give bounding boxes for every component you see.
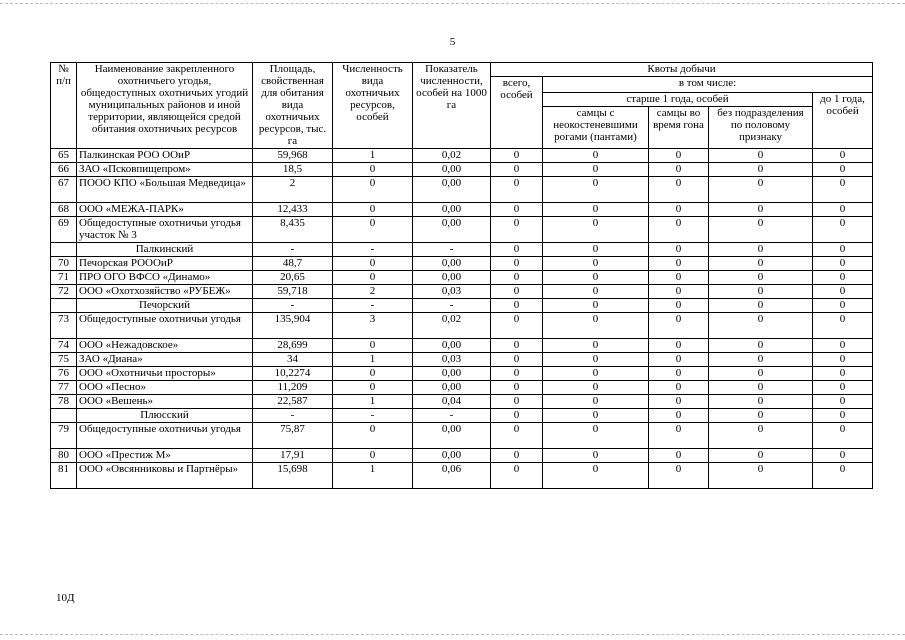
cell-males-rut: 0 [649,217,709,243]
cell-num: 70 [51,257,77,271]
table-row [51,285,873,299]
cell-no-sex: 0 [709,177,813,203]
cell-males-antlers: 0 [543,163,649,177]
cell-num: 78 [51,395,77,409]
cell-no-sex: 0 [709,463,813,489]
cell-under1: 0 [813,367,873,381]
cell-under1: 0 [813,313,873,339]
cell-under1: 0 [813,449,873,463]
cell-count: 1 [333,353,413,367]
cell-under1: 0 [813,339,873,353]
cell-num: 65 [51,149,77,163]
cell-males-antlers: 0 [543,449,649,463]
cell-males-rut: 0 [649,271,709,285]
cell-no-sex: 0 [709,217,813,243]
cell-no-sex: 0 [709,163,813,177]
cell-density: 0,00 [413,177,491,203]
cell-density: 0,03 [413,353,491,367]
cell-no-sex: 0 [709,149,813,163]
header-no-sex: без подразделения по половому признаку [709,107,813,149]
cell-name: Плюсский [77,409,253,423]
cell-density: 0,06 [413,463,491,489]
cell-total: 0 [491,395,543,409]
cell-density: - [413,409,491,423]
cell-name: Печорский [77,299,253,313]
cell-count: 0 [333,449,413,463]
cell-total: 0 [491,381,543,395]
cell-no-sex: 0 [709,203,813,217]
cell-name: ООО «МЕЖА-ПАРК» [77,203,253,217]
cell-males-rut: 0 [649,409,709,423]
cell-num: 79 [51,423,77,449]
header-area: Площадь, свойственная для обитания вида охотничьих ресурсов, тыс. га [253,63,333,149]
cell-area: 2 [253,177,333,203]
cell-no-sex: 0 [709,409,813,423]
cell-males-antlers: 0 [543,313,649,339]
cell-no-sex: 0 [709,313,813,339]
cell-total: 0 [491,271,543,285]
cell-total: 0 [491,243,543,257]
cell-name: Общедоступные охотничьи угодья участок № 3 [77,217,253,243]
cell-count: - [333,409,413,423]
cell-density: 0,00 [413,339,491,353]
cell-area: 12,433 [253,203,333,217]
cell-name: ООО «Овсянниковы и Партнёры» [77,463,253,489]
cell-count: 0 [333,271,413,285]
cell-name: ООО «Нежадовское» [77,339,253,353]
cell-total: 0 [491,339,543,353]
cell-count: 0 [333,177,413,203]
table-row [51,463,873,489]
cell-under1: 0 [813,271,873,285]
cell-num: 73 [51,313,77,339]
header-older: старше 1 года, особей [543,93,813,107]
cell-area: - [253,299,333,313]
cell-no-sex: 0 [709,243,813,257]
cell-area: 18,5 [253,163,333,177]
cell-area: 8,435 [253,217,333,243]
cell-count: - [333,299,413,313]
cell-under1: 0 [813,177,873,203]
cell-total: 0 [491,177,543,203]
table-row [51,395,873,409]
cell-males-rut: 0 [649,285,709,299]
cell-count: 1 [333,149,413,163]
page-number: 5 [449,36,456,48]
cell-density: 0,00 [413,203,491,217]
cell-num [51,299,77,313]
region-subtotal-row [51,409,873,423]
cell-no-sex: 0 [709,285,813,299]
cell-males-antlers: 0 [543,299,649,313]
cell-name: ЗАО «Псковпищепром» [77,163,253,177]
cell-total: 0 [491,423,543,449]
cell-total: 0 [491,217,543,243]
scan-bottom-edge [0,634,905,635]
cell-total: 0 [491,409,543,423]
cell-name: ООО «Охотхозяйство «РУБЕЖ» [77,285,253,299]
cell-density: 0,04 [413,395,491,409]
cell-total: 0 [491,285,543,299]
cell-under1: 0 [813,423,873,449]
cell-area: 48,7 [253,257,333,271]
cell-density: 0,02 [413,313,491,339]
table-row [51,149,873,163]
header-including: в том числе: [543,77,873,93]
header-under1: до 1 года, особей [813,93,873,149]
table-row [51,271,873,285]
cell-males-antlers: 0 [543,203,649,217]
cell-males-antlers: 0 [543,353,649,367]
cell-area: 59,968 [253,149,333,163]
cell-no-sex: 0 [709,423,813,449]
cell-area: 135,904 [253,313,333,339]
cell-total: 0 [491,353,543,367]
cell-name: Палкинская РОО ООиР [77,149,253,163]
cell-under1: 0 [813,299,873,313]
cell-name: Палкинский [77,243,253,257]
cell-count: 1 [333,395,413,409]
cell-count: 0 [333,367,413,381]
table-row [51,449,873,463]
cell-males-rut: 0 [649,381,709,395]
cell-count: 0 [333,423,413,449]
cell-density: - [413,299,491,313]
cell-name: Общедоступные охотничьи угодья [77,313,253,339]
cell-males-antlers: 0 [543,285,649,299]
cell-males-rut: 0 [649,149,709,163]
cell-num: 77 [51,381,77,395]
cell-area: 17,91 [253,449,333,463]
cell-num: 67 [51,177,77,203]
cell-under1: 0 [813,243,873,257]
cell-under1: 0 [813,353,873,367]
cell-density: 0,00 [413,449,491,463]
cell-area: - [253,409,333,423]
table-row [51,257,873,271]
cell-count: 0 [333,203,413,217]
cell-males-rut: 0 [649,367,709,381]
cell-under1: 0 [813,217,873,243]
cell-area: - [253,243,333,257]
header-density: Показатель численности, особей на 1000 га [413,63,491,149]
cell-count: 0 [333,257,413,271]
cell-males-rut: 0 [649,177,709,203]
cell-density: 0,00 [413,163,491,177]
cell-density: 0,00 [413,271,491,285]
cell-count: 0 [333,217,413,243]
footer-code: 10Д [56,592,75,604]
cell-total: 0 [491,299,543,313]
cell-num: 74 [51,339,77,353]
cell-males-antlers: 0 [543,423,649,449]
cell-count: - [333,243,413,257]
cell-males-antlers: 0 [543,395,649,409]
cell-males-rut: 0 [649,339,709,353]
cell-under1: 0 [813,381,873,395]
cell-count: 0 [333,163,413,177]
cell-males-rut: 0 [649,313,709,339]
cell-area: 22,587 [253,395,333,409]
cell-num: 76 [51,367,77,381]
quota-table [50,62,873,489]
cell-num: 68 [51,203,77,217]
cell-area: 11,209 [253,381,333,395]
cell-under1: 0 [813,395,873,409]
cell-total: 0 [491,313,543,339]
cell-males-rut: 0 [649,243,709,257]
scan-top-edge [0,3,905,4]
region-subtotal-row [51,243,873,257]
cell-males-antlers: 0 [543,217,649,243]
cell-under1: 0 [813,149,873,163]
header-num: № п/п [51,63,77,149]
cell-total: 0 [491,149,543,163]
table-row [51,423,873,449]
cell-males-antlers: 0 [543,463,649,489]
cell-total: 0 [491,449,543,463]
cell-males-antlers: 0 [543,339,649,353]
cell-num: 80 [51,449,77,463]
cell-under1: 0 [813,285,873,299]
cell-area: 34 [253,353,333,367]
header-males-rut: самцы во время гона [649,107,709,149]
header-count: Численность вида охотничьих ресурсов, особей [333,63,413,149]
cell-name: ЗАО «Диана» [77,353,253,367]
cell-males-antlers: 0 [543,243,649,257]
cell-under1: 0 [813,203,873,217]
table-row [51,381,873,395]
table-row [51,203,873,217]
cell-no-sex: 0 [709,257,813,271]
header-name: Наименование закрепленного охотничьего угодья, общедоступных охотничьих угодий муниципальных районов и иной территории, являющейся средой обитания охотничьих ресурсов [77,63,253,149]
cell-num [51,243,77,257]
cell-total: 0 [491,367,543,381]
cell-num: 71 [51,271,77,285]
cell-males-rut: 0 [649,163,709,177]
cell-no-sex: 0 [709,299,813,313]
table-row [51,353,873,367]
cell-num: 75 [51,353,77,367]
cell-area: 28,699 [253,339,333,353]
cell-males-rut: 0 [649,423,709,449]
table-row [51,313,873,339]
cell-num [51,409,77,423]
cell-area: 15,698 [253,463,333,489]
cell-num: 69 [51,217,77,243]
cell-males-antlers: 0 [543,149,649,163]
cell-males-antlers: 0 [543,367,649,381]
cell-males-rut: 0 [649,299,709,313]
cell-density: 0,00 [413,423,491,449]
cell-males-rut: 0 [649,449,709,463]
cell-males-rut: 0 [649,463,709,489]
cell-area: 75,87 [253,423,333,449]
cell-males-antlers: 0 [543,257,649,271]
cell-name: ООО «Вешень» [77,395,253,409]
cell-name: ООО «Престиж М» [77,449,253,463]
cell-count: 1 [333,463,413,489]
cell-name: ПООО КПО «Большая Медведица» [77,177,253,203]
cell-area: 10,2274 [253,367,333,381]
cell-under1: 0 [813,463,873,489]
table-row [51,217,873,243]
cell-count: 0 [333,339,413,353]
cell-count: 3 [333,313,413,339]
cell-males-rut: 0 [649,203,709,217]
cell-name: ООО «Песно» [77,381,253,395]
cell-under1: 0 [813,409,873,423]
cell-no-sex: 0 [709,381,813,395]
cell-area: 59,718 [253,285,333,299]
table-row [51,177,873,203]
cell-num: 72 [51,285,77,299]
cell-area: 20,65 [253,271,333,285]
cell-no-sex: 0 [709,395,813,409]
cell-no-sex: 0 [709,449,813,463]
cell-under1: 0 [813,163,873,177]
table-row [51,163,873,177]
cell-count: 2 [333,285,413,299]
cell-num: 81 [51,463,77,489]
header-males-antlers: самцы с неокостеневшими рогами (пантами) [543,107,649,149]
cell-density: - [413,243,491,257]
header-quota: Квоты добычи [491,63,873,77]
cell-density: 0,03 [413,285,491,299]
header-total: всего, особей [491,77,543,149]
cell-total: 0 [491,463,543,489]
table-body [51,149,873,489]
cell-males-rut: 0 [649,257,709,271]
cell-name: Общедоступные охотничьи угодья [77,423,253,449]
cell-name: Печорская РОООиР [77,257,253,271]
cell-total: 0 [491,203,543,217]
cell-num: 66 [51,163,77,177]
cell-count: 0 [333,381,413,395]
cell-density: 0,00 [413,367,491,381]
cell-males-antlers: 0 [543,177,649,203]
table-header [51,63,873,149]
cell-density: 0,02 [413,149,491,163]
cell-total: 0 [491,257,543,271]
cell-no-sex: 0 [709,271,813,285]
cell-under1: 0 [813,257,873,271]
cell-total: 0 [491,163,543,177]
cell-no-sex: 0 [709,367,813,381]
cell-males-antlers: 0 [543,409,649,423]
cell-males-antlers: 0 [543,271,649,285]
cell-name: ПРО ОГО ВФСО «Динамо» [77,271,253,285]
cell-no-sex: 0 [709,339,813,353]
cell-males-antlers: 0 [543,381,649,395]
cell-no-sex: 0 [709,353,813,367]
cell-density: 0,00 [413,381,491,395]
table-row [51,339,873,353]
table-row [51,367,873,381]
cell-males-rut: 0 [649,353,709,367]
cell-density: 0,00 [413,257,491,271]
cell-density: 0,00 [413,217,491,243]
cell-males-rut: 0 [649,395,709,409]
region-subtotal-row [51,299,873,313]
cell-name: ООО «Охотничьи просторы» [77,367,253,381]
